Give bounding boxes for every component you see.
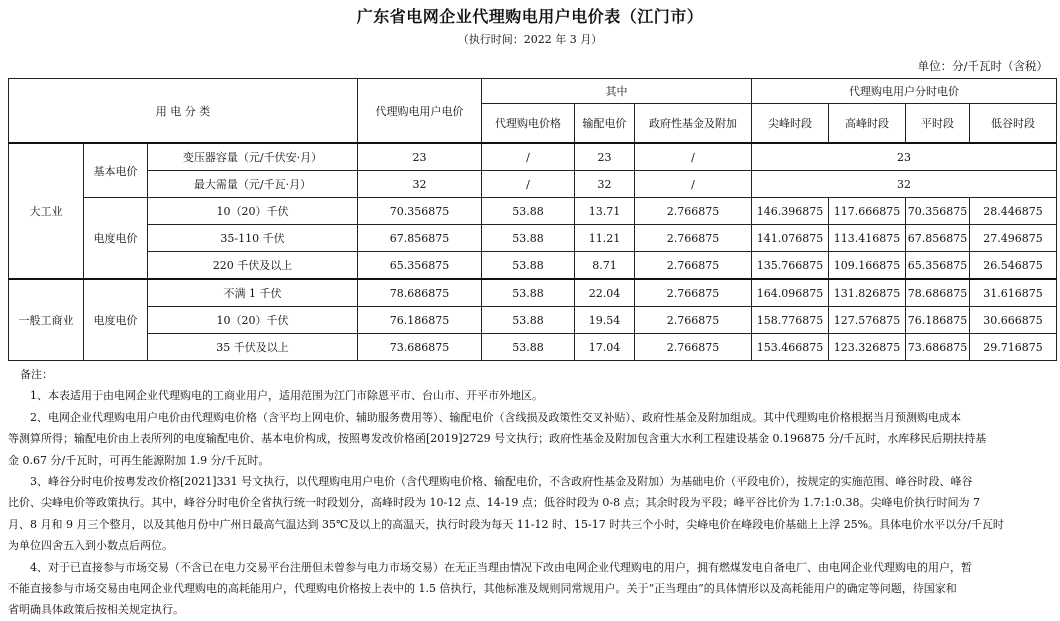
price-table — [8, 78, 1057, 361]
cell-valley: 29.716875 — [970, 334, 1057, 361]
cell-distribution: 8.71 — [575, 252, 635, 280]
cell-agent: 73.686875 — [358, 334, 482, 361]
cell-fund: 2.766875 — [635, 279, 752, 307]
cell-flat: 70.356875 — [906, 198, 970, 225]
notes-heading: 备注： — [20, 368, 53, 381]
cell-purchase: 53.88 — [482, 334, 575, 361]
cell-distribution: 17.04 — [575, 334, 635, 361]
document-title: 广东省电网企业代理购电用户电价表（江门市） — [356, 7, 704, 26]
note-2-line-1: 2、电网企业代理购电用户电价由代理购电价格（含平均上网电价、辅助服务费用等）、输配电价（含线损及政策性交叉补贴）、政府性基金及附加组成。其中代理购电价格根据当月预测购电成本 — [30, 410, 961, 424]
cell-fund: 2.766875 — [635, 334, 752, 361]
row-label: 220 千伏及以上 — [148, 252, 358, 280]
cell-peak: 127.576875 — [829, 307, 906, 334]
cell-distribution: 11.21 — [575, 225, 635, 252]
cell-peak: 131.826875 — [829, 279, 906, 307]
note-3-line-3: 月、8 月和 9 月三个整月，以及其他月份中广州日最高气温达到 35℃及以上的高温天，执行时段为每天 11-12 时、15-17 时共三个小时，尖峰电价在峰段电价基础上上浮 25%。具体电价水平以分/千瓦时 — [8, 517, 1004, 531]
cell-distribution: 22.04 — [575, 279, 635, 307]
cell-purchase: / — [482, 143, 575, 171]
row-label: 35-110 千伏 — [148, 225, 358, 252]
cell-flat: 67.856875 — [906, 225, 970, 252]
cell-peak: 117.666875 — [829, 198, 906, 225]
subgroup-energy-price: 电度电价 — [84, 198, 148, 280]
header-flat: 平时段 — [906, 104, 970, 144]
header-gov-fund: 政府性基金及附加 — [635, 104, 752, 144]
cell-peak: 113.416875 — [829, 225, 906, 252]
cell-flat: 73.686875 — [906, 334, 970, 361]
cell-distribution: 23 — [575, 143, 635, 171]
cell-purchase: 53.88 — [482, 198, 575, 225]
note-1: 1、本表适用于由电网企业代理购电的工商业用户，适用范围为江门市除恩平市、台山市、开平市外地区。 — [30, 389, 543, 403]
note-4-line-2: 不能直接参与市场交易由电网企业代理购电的高耗能用户，代理购电价格按上表中的 1.5 倍执行，其他标准及规则同常规用户。关于“正当理由”的具体情形以及高耗能用户的确定等问题，待国家和 — [8, 582, 957, 596]
note-3-line-1: 3、峰谷分时电价按粤发改价格[2021]331 号文执行，以代理购电用户电价（含代理购电价格、输配电价，不含政府性基金及附加）为基础电价（平段电价），按规定的实施范围、峰谷时段、峰谷 — [30, 475, 973, 489]
cell-agent: 76.186875 — [358, 307, 482, 334]
header-category: 用 电 分 类 — [9, 79, 358, 144]
header-peak-top: 尖峰时段 — [752, 104, 829, 144]
header-tou-group: 代理购电用户分时电价 — [752, 79, 1057, 104]
cell-distribution: 13.71 — [575, 198, 635, 225]
cell-purchase: 53.88 — [482, 252, 575, 280]
subgroup-energy-price-general: 电度电价 — [84, 279, 148, 361]
cell-agent: 78.686875 — [358, 279, 482, 307]
cell-purchase: 53.88 — [482, 279, 575, 307]
header-valley: 低谷时段 — [970, 104, 1057, 144]
cell-valley: 28.446875 — [970, 198, 1057, 225]
cell-purchase: / — [482, 171, 575, 198]
cell-tou: 23 — [752, 143, 1057, 171]
cell-valley: 26.546875 — [970, 252, 1057, 280]
row-label: 不满 1 千伏 — [148, 279, 358, 307]
cell-valley: 27.496875 — [970, 225, 1057, 252]
cell-purchase: 53.88 — [482, 225, 575, 252]
note-3-line-2: 比价、尖峰电价等政策执行。其中，峰谷分时电价全省执行统一时段划分，高峰时段为 10-12 点、14-19 点；低谷时段为 0-8 点；其余时段为平段；峰平谷比价为 1.7:1:0.38。尖峰电价执行时间为 7 — [8, 496, 981, 510]
cell-distribution: 32 — [575, 171, 635, 198]
cell-fund: 2.766875 — [635, 225, 752, 252]
cell-peak-top: 146.396875 — [752, 198, 829, 225]
header-distribution-price: 输配电价 — [575, 104, 635, 144]
note-2-line-2: 等测算所得；输配电价由上表所列的电度输配电价、基本电价构成，按照粤发改价格函[2019]2729 号文执行；政府性基金及附加包含重大水利工程建设基金 0.196875 分/千瓦时，水库移民后期扶持基 — [8, 432, 987, 446]
cell-peak-top: 158.776875 — [752, 307, 829, 334]
group-large-industry: 大工业 — [9, 143, 84, 279]
cell-fund: 2.766875 — [635, 252, 752, 280]
row-label: 10（20）千伏 — [148, 198, 358, 225]
header-among: 其中 — [482, 79, 752, 104]
cell-agent: 32 — [358, 171, 482, 198]
cell-fund: 2.766875 — [635, 307, 752, 334]
subgroup-basic-price: 基本电价 — [84, 143, 148, 198]
cell-fund: / — [635, 143, 752, 171]
header-purchase-price: 代理购电价格 — [482, 104, 575, 144]
header-peak: 高峰时段 — [829, 104, 906, 144]
cell-agent: 65.356875 — [358, 252, 482, 280]
cell-peak-top: 135.766875 — [752, 252, 829, 280]
note-2-line-3: 金 0.67 分/千瓦时，可再生能源附加 1.9 分/千瓦时。 — [8, 453, 270, 467]
cell-fund: 2.766875 — [635, 198, 752, 225]
cell-peak-top: 164.096875 — [752, 279, 829, 307]
cell-valley: 31.616875 — [970, 279, 1057, 307]
cell-peak: 123.326875 — [829, 334, 906, 361]
cell-peak-top: 153.466875 — [752, 334, 829, 361]
note-3-line-4: 为单位四舍五入到小数点后两位。 — [8, 539, 173, 553]
cell-agent: 23 — [358, 143, 482, 171]
header-agent-price: 代理购电用户电价 — [358, 79, 482, 144]
cell-flat: 78.686875 — [906, 279, 970, 307]
cell-agent: 70.356875 — [358, 198, 482, 225]
cell-flat: 65.356875 — [906, 252, 970, 280]
note-4-line-3: 省明确具体政策后按相关规定执行。 — [8, 603, 184, 617]
cell-purchase: 53.88 — [482, 307, 575, 334]
cell-distribution: 19.54 — [575, 307, 635, 334]
row-label: 最大需量（元/千瓦·月） — [148, 171, 358, 198]
row-label: 变压器容量（元/千伏安·月） — [148, 143, 358, 171]
cell-tou: 32 — [752, 171, 1057, 198]
notes-section — [8, 364, 1054, 621]
cell-flat: 76.186875 — [906, 307, 970, 334]
cell-peak: 109.166875 — [829, 252, 906, 280]
execution-date: （执行时间：2022 年 3 月） — [457, 33, 603, 46]
unit-label: 单位：分/千瓦时（含税） — [917, 59, 1048, 73]
group-general-commercial: 一般工商业 — [9, 279, 84, 361]
cell-agent: 67.856875 — [358, 225, 482, 252]
cell-valley: 30.666875 — [970, 307, 1057, 334]
row-label: 35 千伏及以上 — [148, 334, 358, 361]
row-label: 10（20）千伏 — [148, 307, 358, 334]
note-4-line-1: 4、对于已直接参与市场交易（不含已在电力交易平台注册但未曾参与电力市场交易）在无正当理由情况下改由电网企业代理购电的用户，拥有燃煤发电自备电厂、由电网企业代理购电的用户，暂 — [30, 560, 972, 574]
cell-fund: / — [635, 171, 752, 198]
cell-peak-top: 141.076875 — [752, 225, 829, 252]
